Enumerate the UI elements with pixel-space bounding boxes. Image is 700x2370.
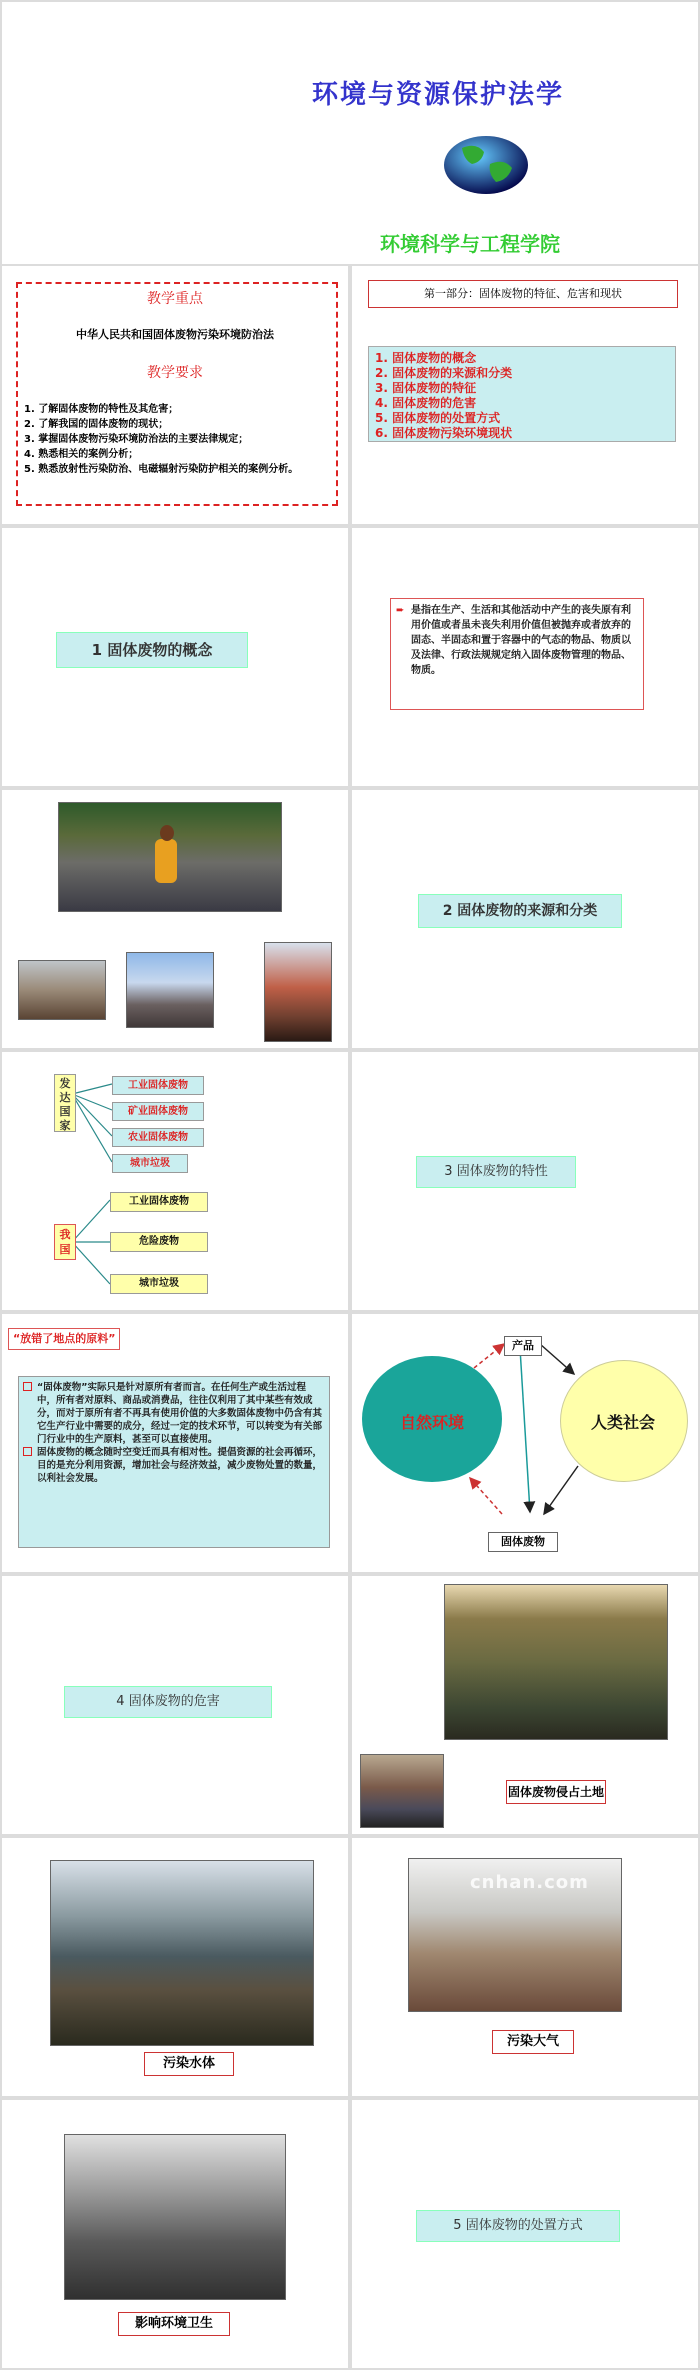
list-item: 1. 了解固体废物的特性及其危害； bbox=[24, 404, 179, 415]
polluted-river-photo bbox=[50, 1860, 314, 2046]
developed-item: 矿业固体废物 bbox=[112, 1102, 204, 1121]
list-item: 4. 熟悉相关的案例分析； bbox=[24, 449, 139, 460]
slide-sanitation bbox=[2, 2100, 348, 2368]
contents-item: 5. 固体废物的处置方式 bbox=[375, 411, 501, 425]
heading-requirements: 教学要求 bbox=[147, 365, 203, 381]
law-name: 中华人民共和国固体废物污染环境防治法 bbox=[76, 328, 274, 341]
section-title: 5 固体废物的处置方式 bbox=[416, 2210, 620, 2242]
slide-hazards-title bbox=[2, 1576, 348, 1834]
slide-part-one bbox=[352, 266, 698, 524]
slide-sources-title bbox=[352, 790, 698, 1048]
list-item: 3. 掌握固体废物污染环境防治法的主要法律规定； bbox=[24, 434, 249, 445]
photo-caption: 固体废物侵占土地 bbox=[506, 1780, 606, 1804]
china-item: 城市垃圾 bbox=[110, 1274, 208, 1294]
photo-caption: 影响环境卫生 bbox=[118, 2312, 230, 2336]
square-bullet-icon bbox=[23, 1447, 32, 1456]
child-in-waste-photo bbox=[58, 802, 282, 912]
slide-cycle-diagram bbox=[352, 1314, 698, 1572]
heading-focus: 教学重点 bbox=[147, 291, 203, 307]
quote-label: “放错了地点的原料” bbox=[8, 1328, 120, 1350]
developed-item: 工业固体废物 bbox=[112, 1076, 204, 1095]
cover-title: 环境与资源保护法学 bbox=[312, 80, 565, 110]
slide-classification bbox=[2, 1052, 348, 1310]
slide-land-occupation bbox=[352, 1576, 698, 1834]
product-label: 产品 bbox=[504, 1336, 542, 1356]
slide-disposal-title bbox=[352, 2100, 698, 2368]
globe-icon bbox=[442, 134, 530, 196]
slide-cover bbox=[2, 2, 698, 264]
slide-waste-photos bbox=[2, 790, 348, 1048]
scavenger-photo bbox=[360, 1754, 444, 1828]
china-item: 工业固体废物 bbox=[110, 1192, 208, 1212]
definition-text: 是指在生产、生活和其他活动中产生的丧失原有利用价值或者虽未丧失利用价值但被抛弃或者放弃的固态、半固态和置于容器中的气态的物品、物质以及法律、行政法规规定纳入固体废物管理的物品、物质。 bbox=[411, 605, 631, 676]
requirements-list bbox=[24, 402, 330, 477]
developed-item: 城市垃圾 bbox=[112, 1154, 188, 1173]
slide-water-pollution bbox=[2, 1838, 348, 2096]
explanation-paragraph: “固体废物”实际只是针对原所有者而言。在任何生产或生活过程中，所有者对原料、商品或消费品，往往仅利用了其中某些有效成分，而对于原所有者不再具有使用价值的大多数固体废物中仍含有其它生产行业中需要的成分，经过一定的技术环节，可以转变为有关部门行业中的生产原料，甚至可以直接使用。 bbox=[37, 1382, 323, 1445]
bullet-arrow-icon: ➨ bbox=[396, 605, 405, 616]
china-label: 我国 bbox=[54, 1224, 76, 1260]
slide-concept-definition bbox=[352, 528, 698, 786]
contents-item: 3. 固体废物的特征 bbox=[375, 381, 477, 395]
section-title: 1 固体废物的概念 bbox=[56, 632, 248, 668]
section-title: 3 固体废物的特性 bbox=[416, 1156, 576, 1188]
explanation-box bbox=[18, 1376, 330, 1548]
watermark-text: cnhan.com bbox=[470, 1872, 589, 1893]
slide-misplaced-resource bbox=[2, 1314, 348, 1572]
city-waste-photo bbox=[264, 942, 332, 1042]
developed-countries-label: 发达国家 bbox=[54, 1074, 76, 1132]
list-item: 5. 熟悉放射性污染防治、电磁辐射污染防护相关的案例分析。 bbox=[24, 464, 299, 475]
waste-field-photo bbox=[444, 1584, 668, 1740]
explanation-paragraph: 固体废物的概念随时空变迁而具有相对性。提倡资源的社会再循环，目的是充分利用资源，增加社会与经济效益，减少废物处置的数量，以利社会发展。 bbox=[37, 1447, 323, 1484]
section-title: 4 固体废物的危害 bbox=[64, 1686, 272, 1718]
waste-label: 固体废物 bbox=[488, 1532, 558, 1552]
sanitation-photo bbox=[64, 2134, 286, 2300]
list-item: 2. 了解我国的固体废物的现状； bbox=[24, 419, 169, 430]
landfill-birds-photo bbox=[126, 952, 214, 1028]
slide-characteristics-title bbox=[352, 1052, 698, 1310]
part-title: 第一部分：固体废物的特征、危害和现状 bbox=[368, 280, 678, 308]
photo-caption: 污染大气 bbox=[492, 2030, 574, 2054]
china-item: 危险废物 bbox=[110, 1232, 208, 1252]
developed-item: 农业固体废物 bbox=[112, 1128, 204, 1147]
dump-site-photo bbox=[18, 960, 106, 1020]
section-title: 2 固体废物的来源和分类 bbox=[418, 894, 622, 928]
society-label: 人类社会 bbox=[590, 1413, 655, 1432]
slide-air-pollution bbox=[352, 1838, 698, 2096]
photo-caption: 污染水体 bbox=[144, 2052, 234, 2076]
definition-box bbox=[390, 598, 644, 710]
cover-college: 环境科学与工程学院 bbox=[380, 232, 560, 256]
contents-item: 1. 固体废物的概念 bbox=[375, 351, 477, 365]
contents-item: 2. 固体废物的来源和分类 bbox=[375, 366, 513, 380]
contents-box bbox=[368, 346, 676, 442]
slide-concept-title bbox=[2, 528, 348, 786]
contents-item: 6. 固体废物污染环境现状 bbox=[375, 426, 513, 440]
square-bullet-icon bbox=[23, 1382, 32, 1391]
contents-item: 4. 固体废物的危害 bbox=[375, 396, 477, 410]
nature-label: 自然环境 bbox=[399, 1413, 464, 1432]
slide-teaching-focus bbox=[2, 266, 348, 524]
